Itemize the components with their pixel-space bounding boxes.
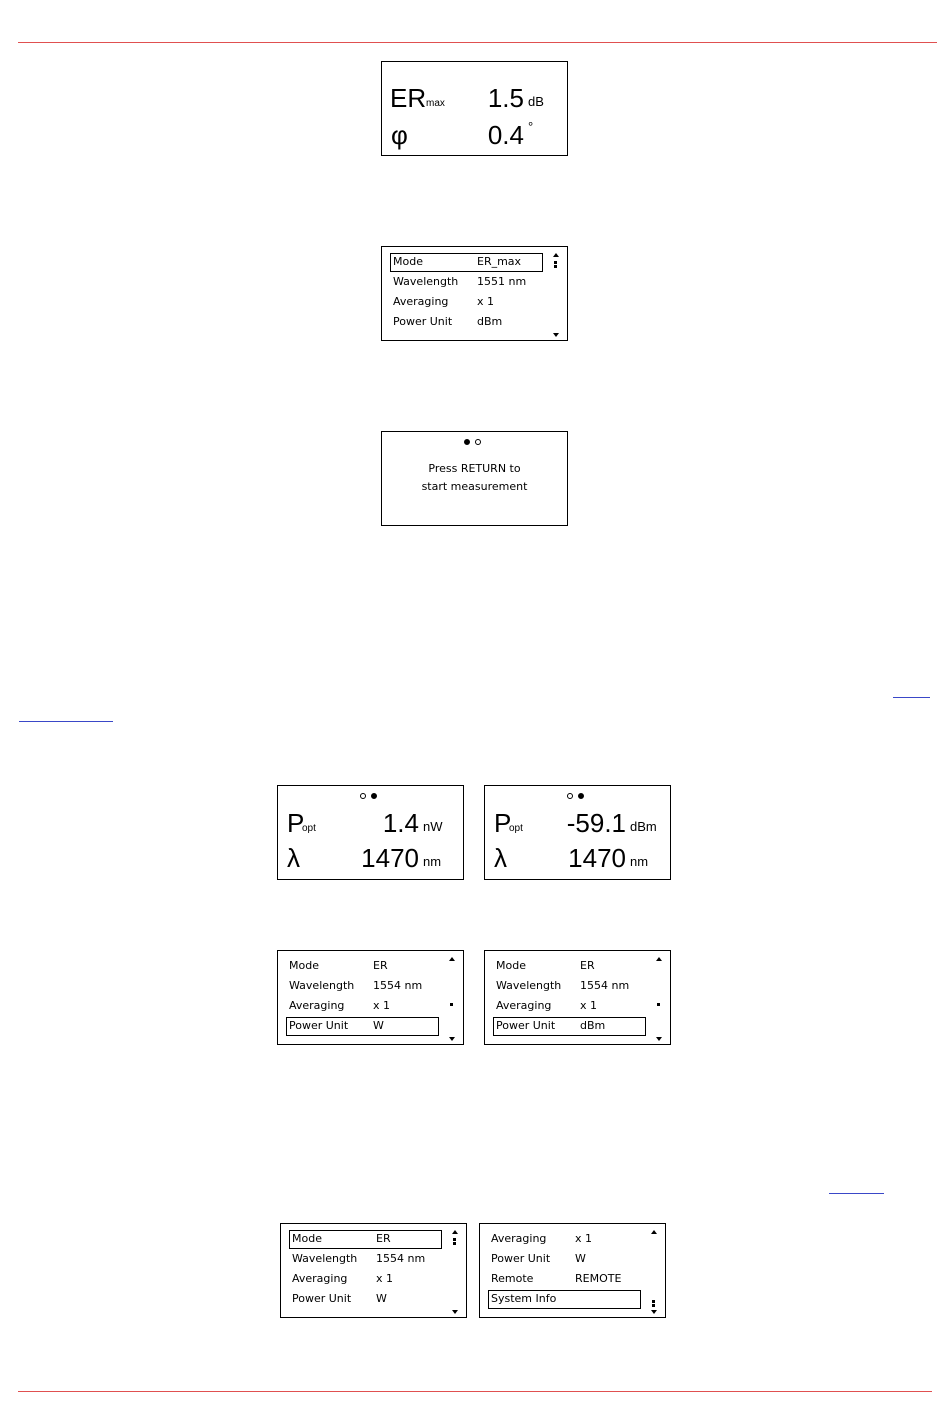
scroll-position-icon (554, 261, 557, 264)
link-underline[interactable] (893, 697, 930, 698)
menu-label[interactable]: Mode (393, 255, 423, 268)
menu-value: x 1 (477, 295, 495, 308)
menu-value: dBm (477, 315, 503, 328)
menu-value: 1554 nm (373, 979, 423, 992)
scroll-up-icon[interactable] (656, 957, 662, 961)
menu-ermax-screen (381, 246, 568, 341)
popt-subscript: opt (509, 823, 523, 834)
menu-label[interactable]: Wavelength (496, 979, 562, 992)
scroll-up-icon[interactable] (651, 1230, 657, 1234)
menu-label[interactable]: Mode (496, 959, 526, 972)
menu-value: 1554 nm (376, 1252, 426, 1265)
scroll-position-icon (652, 1304, 655, 1307)
menu-value: 1554 nm (580, 979, 630, 992)
menu-label[interactable]: Power Unit (393, 315, 453, 328)
menu-label[interactable]: Averaging (491, 1232, 547, 1245)
link-underline[interactable] (19, 721, 113, 722)
er-value: 1.5 (487, 83, 524, 113)
lambda-unit: nm (423, 854, 442, 869)
lambda-value: 1470 (568, 843, 626, 873)
scroll-down-icon[interactable] (656, 1037, 662, 1041)
popt-unit: nW (423, 819, 443, 834)
menu-value: W (373, 1019, 384, 1032)
menu-label[interactable]: Wavelength (393, 275, 459, 288)
menu-label[interactable]: Mode (292, 1232, 322, 1245)
popt-subscript: opt (302, 823, 316, 834)
er-subscript: max (426, 98, 445, 109)
menu-label[interactable]: System Info (491, 1292, 557, 1305)
menu-value: 1551 nm (477, 275, 527, 288)
prompt-line-2: start measurement (421, 480, 528, 493)
menu-value: ER_max (477, 255, 522, 268)
menu-label[interactable]: Averaging (393, 295, 449, 308)
page-indicator-filled-icon (371, 793, 377, 799)
prompt-line-1: Press RETURN to (428, 462, 521, 475)
menu-value: W (376, 1292, 387, 1305)
scroll-down-icon[interactable] (553, 333, 559, 337)
menu-er-top-screen (280, 1223, 467, 1318)
menu-er-bottom-screen (479, 1223, 666, 1318)
page-indicator-empty-icon (567, 793, 573, 799)
scroll-position-icon (554, 265, 557, 268)
power-dbm-screen (484, 785, 671, 880)
scroll-up-icon[interactable] (452, 1230, 458, 1234)
menu-value: W (575, 1252, 586, 1265)
page-indicator-empty-icon (475, 439, 481, 445)
menu-label[interactable]: Power Unit (289, 1019, 349, 1032)
menu-value: REMOTE (575, 1272, 622, 1285)
menu-label[interactable]: Power Unit (292, 1292, 352, 1305)
menu-value: dBm (580, 1019, 606, 1032)
er-result-screen (381, 61, 568, 156)
scroll-position-icon (453, 1238, 456, 1241)
power-nw-screen (277, 785, 464, 880)
page-indicator-empty-icon (360, 793, 366, 799)
scroll-up-icon[interactable] (449, 957, 455, 961)
scroll-down-icon[interactable] (452, 1310, 458, 1314)
page-indicator-filled-icon (464, 439, 470, 445)
menu-value: x 1 (373, 999, 391, 1012)
scroll-down-icon[interactable] (449, 1037, 455, 1041)
er-unit: dB (528, 94, 544, 109)
menu-label[interactable]: Averaging (292, 1272, 348, 1285)
bottom-rule (18, 1391, 932, 1392)
menu-label[interactable]: Wavelength (289, 979, 355, 992)
popt-unit: dBm (630, 819, 657, 834)
menu-label[interactable]: Averaging (496, 999, 552, 1012)
menu-value: x 1 (580, 999, 598, 1012)
scroll-up-icon[interactable] (553, 253, 559, 257)
menu-value: ER (373, 959, 388, 972)
menu-value: ER (580, 959, 595, 972)
popt-value: 1.4 (382, 808, 419, 838)
phi-symbol: φ (391, 120, 408, 150)
top-rule (18, 42, 937, 43)
menu-er-w-screen (277, 950, 464, 1045)
menu-value: x 1 (575, 1232, 593, 1245)
lambda-symbol: λ (287, 843, 300, 873)
menu-label[interactable]: Power Unit (491, 1252, 551, 1265)
phi-unit: ° (528, 119, 534, 134)
menu-label[interactable]: Averaging (289, 999, 345, 1012)
scroll-position-icon (652, 1300, 655, 1303)
scroll-down-icon[interactable] (651, 1310, 657, 1314)
menu-label[interactable]: Wavelength (292, 1252, 358, 1265)
link-underline[interactable] (829, 1193, 884, 1194)
menu-label[interactable]: Power Unit (496, 1019, 556, 1032)
popt-symbol: P (287, 808, 305, 838)
popt-symbol: P (494, 808, 512, 838)
lambda-symbol: λ (494, 843, 507, 873)
menu-label[interactable]: Mode (289, 959, 319, 972)
page-indicator-filled-icon (578, 793, 584, 799)
menu-value: x 1 (376, 1272, 394, 1285)
er-symbol: ER (390, 83, 427, 113)
popt-value: -59.1 (566, 808, 626, 838)
lambda-unit: nm (630, 854, 649, 869)
scroll-position-icon (657, 1003, 660, 1006)
menu-label[interactable]: Remote (491, 1272, 534, 1285)
scroll-position-icon (450, 1003, 453, 1006)
menu-value: ER (376, 1232, 391, 1245)
phi-value: 0.4 (487, 120, 524, 150)
lambda-value: 1470 (361, 843, 419, 873)
menu-er-dbm-screen (484, 950, 671, 1045)
start-prompt-screen (381, 431, 568, 526)
scroll-position-icon (453, 1242, 456, 1245)
